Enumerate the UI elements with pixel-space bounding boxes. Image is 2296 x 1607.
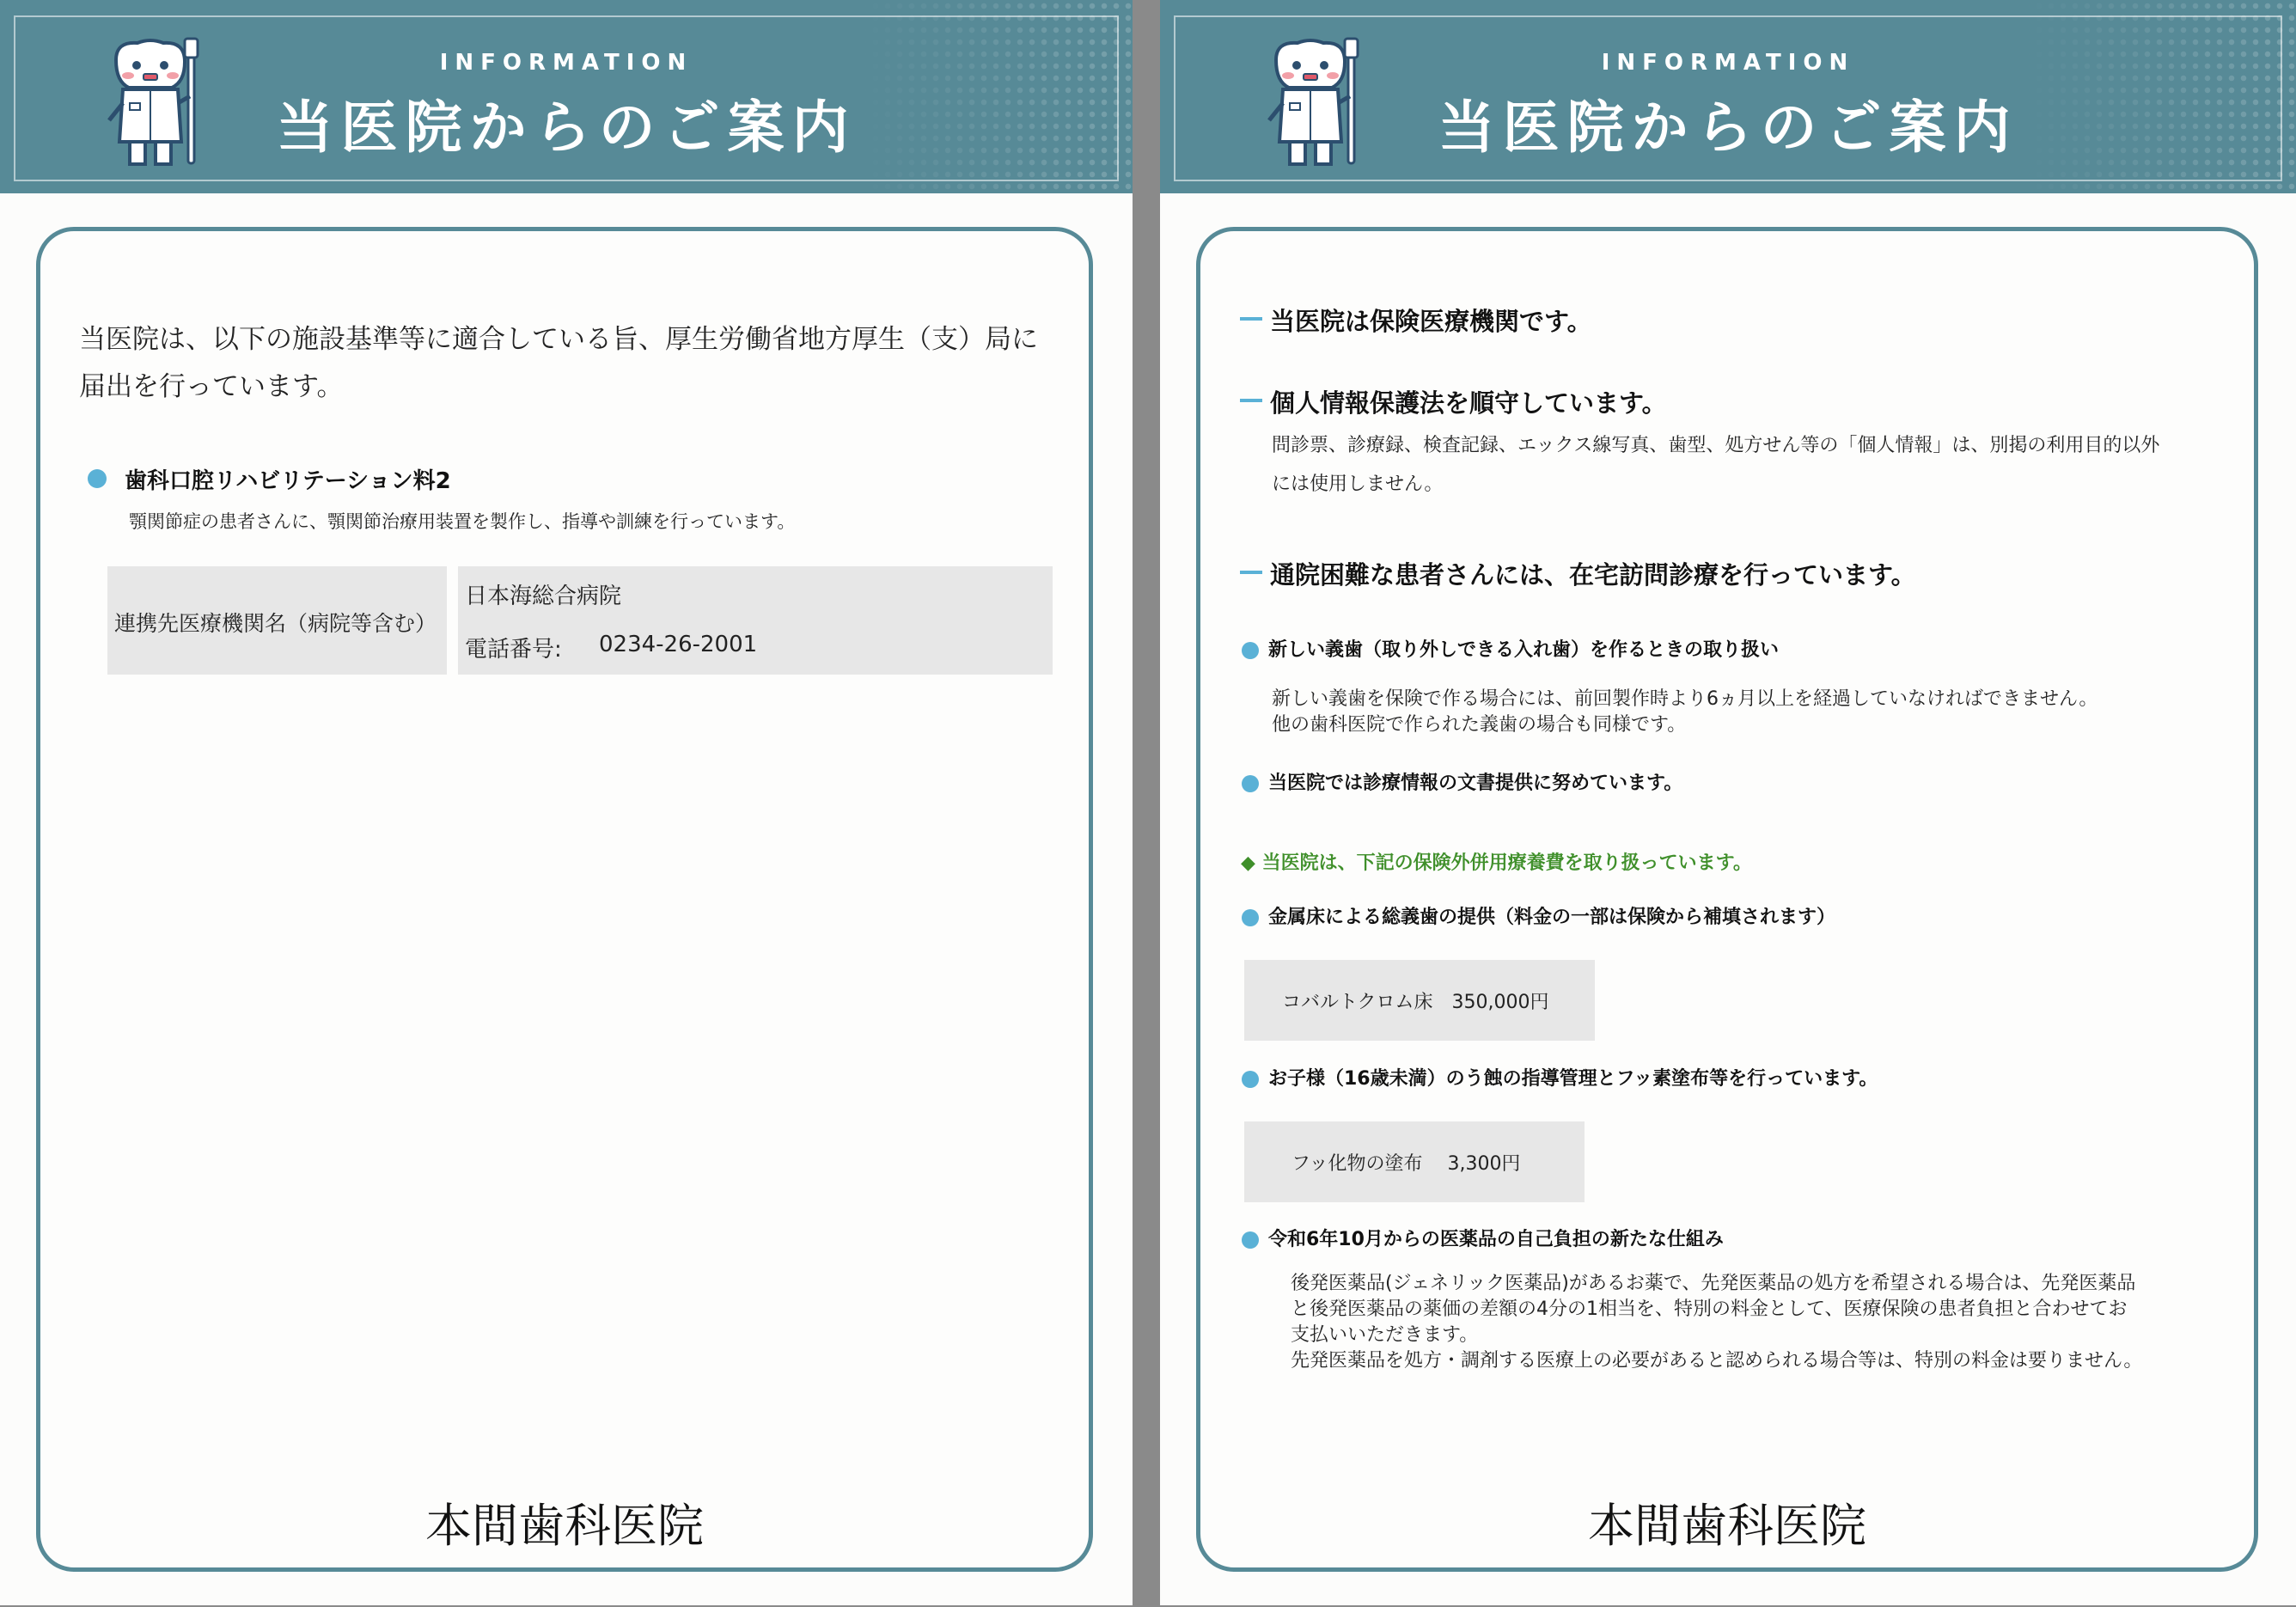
hospital-name: 日本海総合病院 [465,584,622,609]
fluoride-price: フッ化物の塗布 3,300円 [1292,1153,1521,1175]
metal-denture-price: コバルトクロム床 350,000円 [1282,992,1549,1013]
bullet-icon [1242,1071,1259,1088]
metal-denture-title: 金属床による総義歯の提供（料金の一部は保険から補填されます） [1268,907,1836,928]
table-label-cell [107,566,447,675]
intro-line-2: 届出を行っています。 [79,371,344,402]
generic-drug-body-1: 後発医薬品(ジェネリック医薬品)があるお薬で、先発医薬品の処方を希望される場合は、先発医薬品 [1291,1273,2136,1294]
table-label: 連携先医療機関名（病院等含む） [114,611,437,636]
heading-insurance: 当医院は保険医療機関です。 [1270,307,1592,336]
intro-line-1: 当医院は、以下の施設基準等に適合している旨、厚生労働省地方厚生（支）局に [79,324,1038,355]
fluoride-title: お子様（16歳未満）のう蝕の指導管理とフッ素塗布等を行っています。 [1268,1068,1878,1090]
generic-drug-body-3: 支払いいただきます。 [1291,1324,1479,1346]
document-title: 当医院では診療情報の文書提供に努めています。 [1268,773,1683,794]
dash-icon [1240,317,1262,321]
content-card [1196,227,2258,1572]
header-subtitle: INFORMATION [1601,50,1855,76]
denture-body-2: 他の歯科医院で作られた義歯の場合も同様です。 [1272,714,1687,736]
page-right [1160,0,2296,1605]
heading-home-visit: 通院困難な患者さんには、在宅訪問診療を行っています。 [1270,560,1916,590]
header-subtitle: INFORMATION [439,50,693,76]
heading-privacy: 個人情報保護法を順守しています。 [1270,388,1667,418]
phone-label: 電話番号: [465,637,562,663]
dash-icon [1240,571,1262,574]
phone-number: 0234-26-2001 [599,632,758,657]
bullet-icon [1242,642,1259,659]
denture-title: 新しい義歯（取り外しできる入れ歯）を作るときの取り扱い [1268,639,1780,661]
dash-icon [1240,399,1262,402]
fluoride-price-box [1244,1121,1585,1202]
metal-denture-price-box [1244,960,1595,1041]
page-title: 当医院からのご案内 [1438,95,2018,161]
page-header [0,0,1133,193]
generic-drug-title: 令和6年10月からの医薬品の自己負担の新たな仕組み [1268,1229,1724,1250]
clinic-name: 本間歯科医院 [1588,1499,1866,1553]
privacy-body-1: 問診票、診療録、検査記録、エックス線写真、歯型、処方せん等の「個人情報」は、別掲の利用目的以外 [1272,435,2160,456]
bullet-icon [1242,1231,1259,1249]
table-value-cell [458,566,1053,675]
denture-body-1: 新しい義歯を保険で作る場合には、前回製作時より6ヵ月以上を経過していなければできません。 [1272,688,2098,710]
generic-drug-body-4: 先発医薬品を処方・調剤する医療上の必要があると認められる場合等は、特別の料金は要りません。 [1291,1350,2143,1372]
item-title: 歯科口腔リハビリテーション料2 [125,468,451,494]
clinic-name: 本間歯科医院 [425,1499,704,1553]
item-description: 顎関節症の患者さんに、顎関節治療用装置を製作し、指導や訓練を行っています。 [129,511,796,532]
bullet-icon [1242,775,1259,792]
page-title: 当医院からのご案内 [276,95,857,161]
bullet-icon [88,469,107,488]
content-card [36,227,1093,1572]
privacy-body-2: には使用しません。 [1272,474,1444,495]
generic-drug-body-2: と後発医薬品の薬価の差額の4分の1相当を、特別の料金として、医療保険の患者負担と合わせてお [1291,1298,2128,1320]
page-header [1160,0,2296,193]
bullet-icon [1242,909,1259,926]
green-notice: ◆ 当医院は、下記の保険外併用療養費を取り扱っています。 [1241,852,1752,874]
page-left [0,0,1133,1605]
